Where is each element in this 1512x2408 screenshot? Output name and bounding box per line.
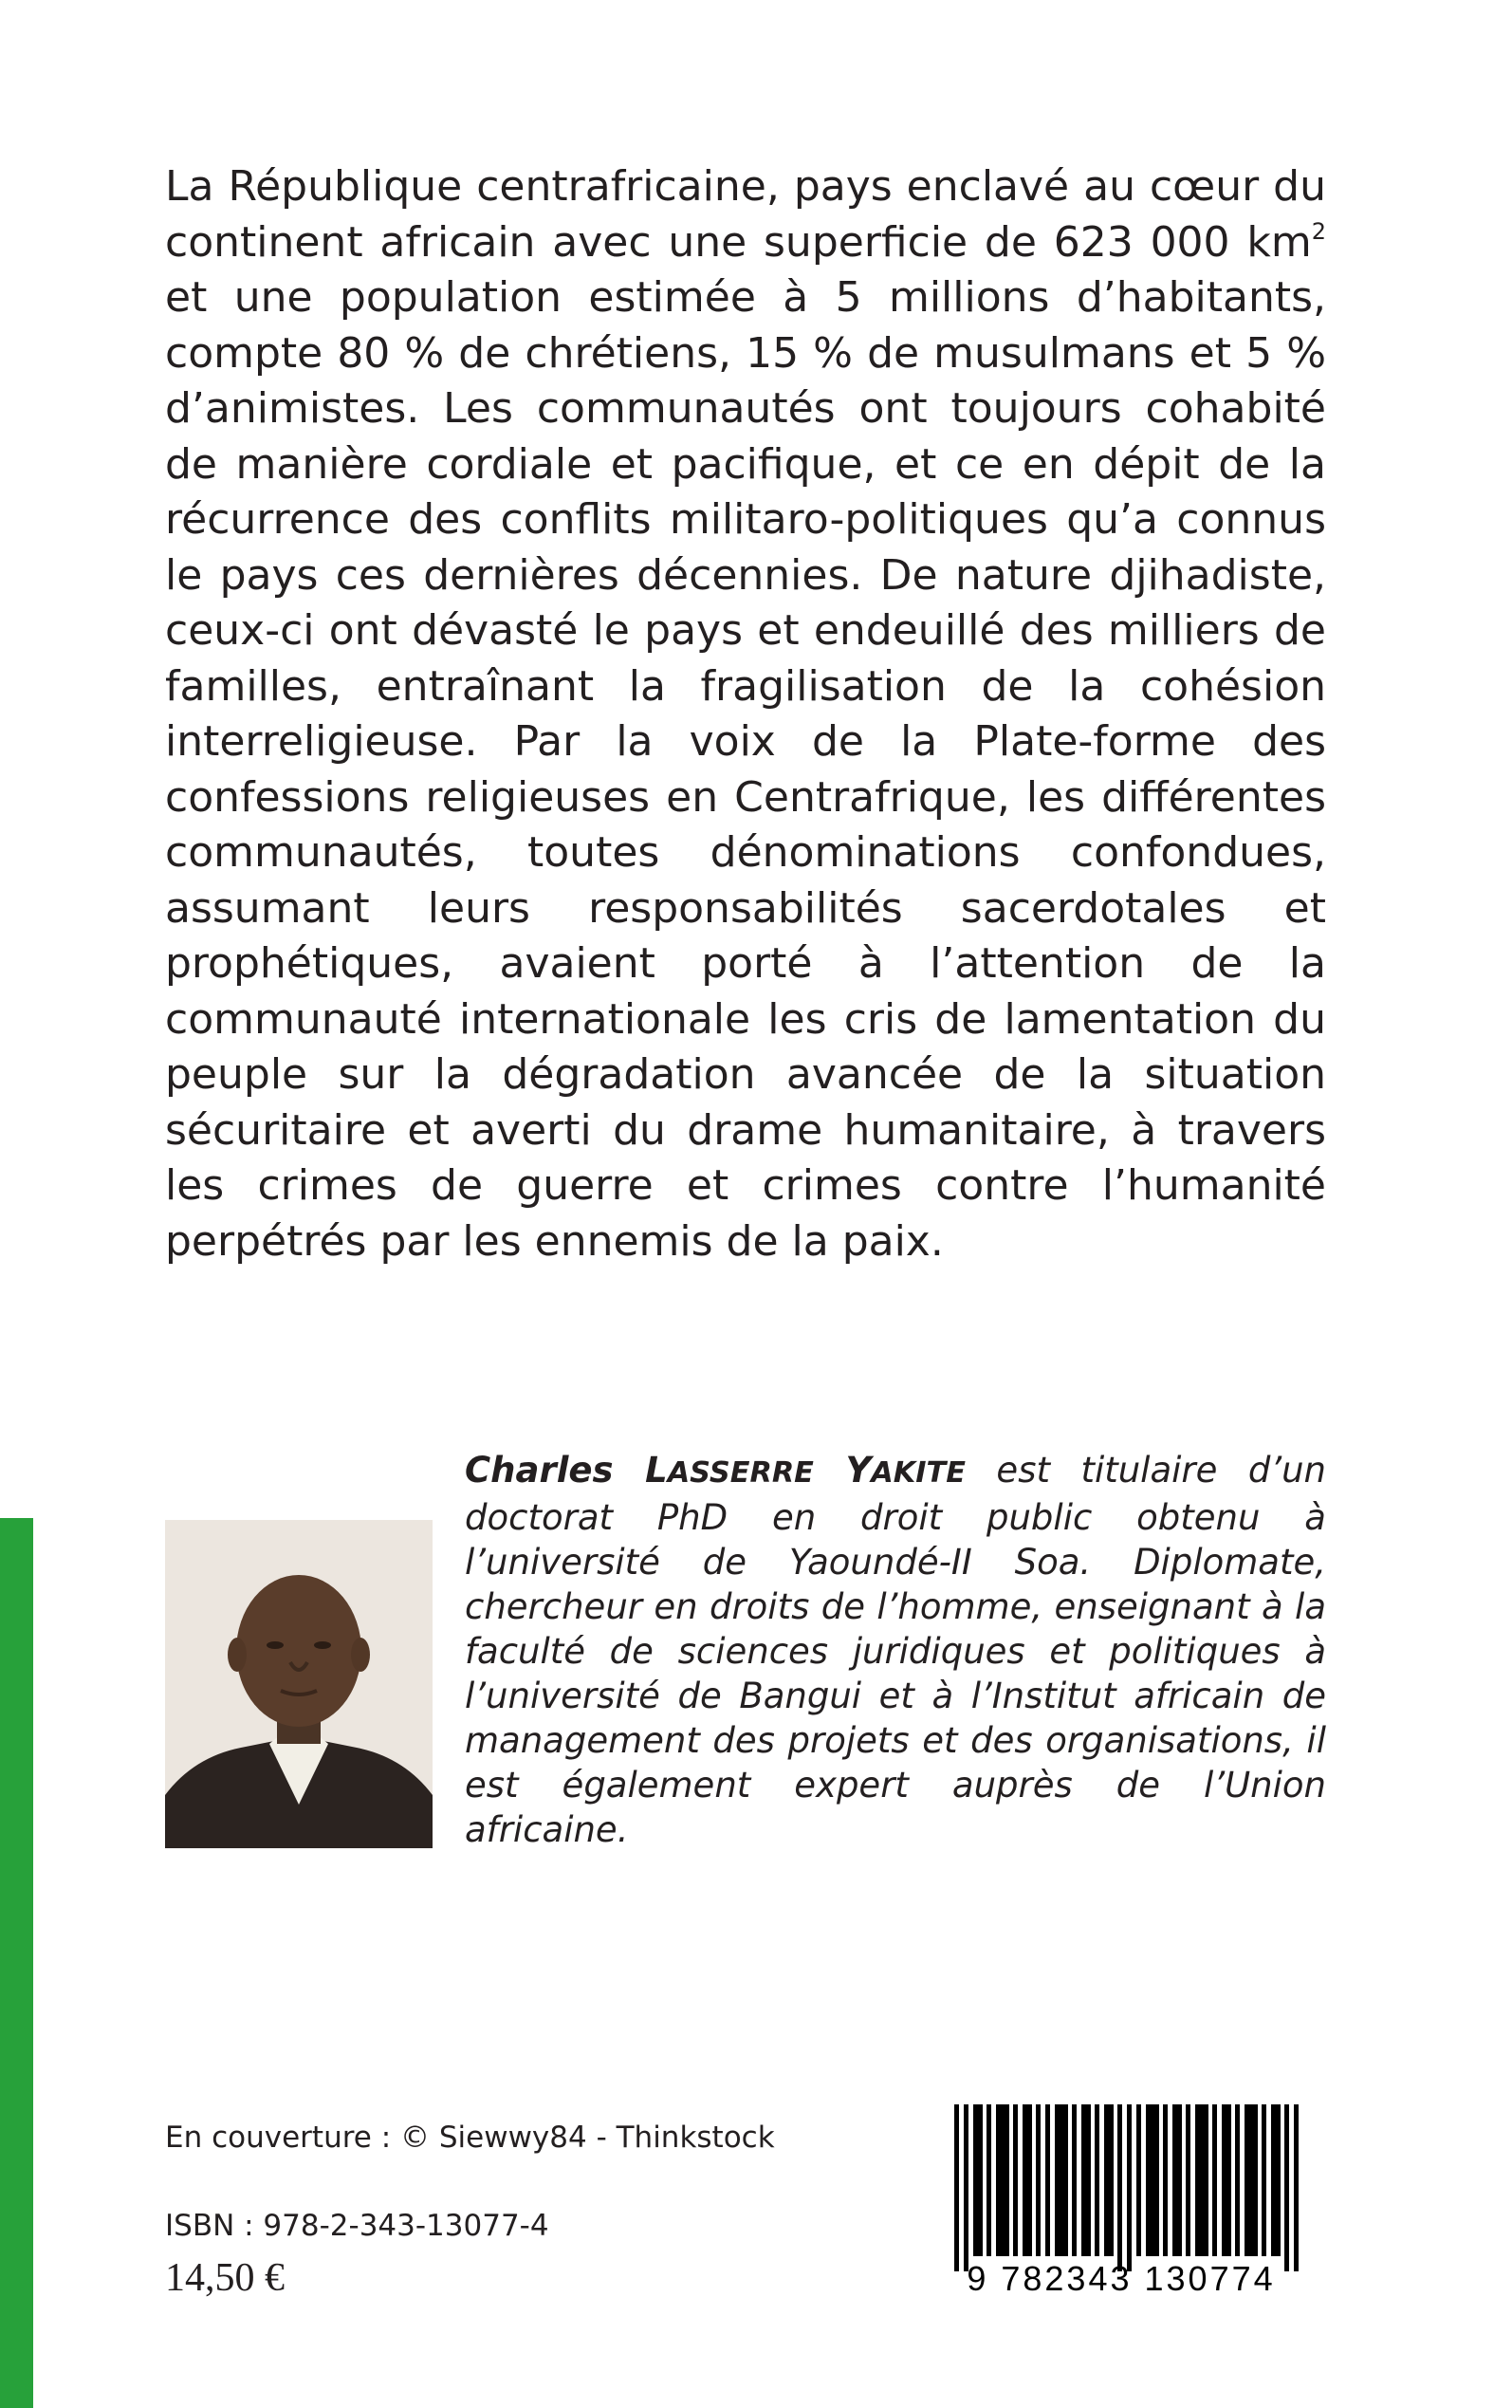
author-bio xyxy=(165,1448,1326,1852)
superscript-2: 2 xyxy=(1311,217,1326,245)
cover-credit: En couverture : © Siewwy84 - Thinkstock xyxy=(165,2121,775,2155)
green-spine-band xyxy=(0,1518,33,2408)
author-name: Charles LASSERRE YAKITE xyxy=(465,1450,966,1491)
author-bio-text: est titulaire d’un doctorat PhD en droit public obtenu à l’université de Yaoundé-II Soa. Diplomate, chercheur en droits de l’homme, enseignant à la faculté de sciences juridiques et politiques à l’université de Bangui et à l’Institut africain de management des projets et des organisations, il est également expert auprès de l’Union africaine. xyxy=(465,1450,1327,1850)
barcode-digits: 9 782343 130774 xyxy=(967,2259,1276,2298)
isbn: ISBN : 978-2-343-13077-4 xyxy=(165,2209,549,2243)
barcode xyxy=(922,2104,1320,2313)
blurb-text-part1: La République centrafricaine, pays enclavé au cœur du continent africain avec une superficie de 623 000 km xyxy=(165,162,1326,267)
photo-wrap-spacer xyxy=(165,1448,465,1846)
price: 14,50 € xyxy=(165,2256,285,2300)
back-cover-blurb xyxy=(165,159,1326,1269)
blurb-text-part2: et une population estimée à 5 millions d’habitants, compte 80 % de chrétiens, 15 % de musulmans et 5 % d’animistes. Les communautés ont toujours cohabité de manière cordiale et pacifique, et ce en dépit de la récurrence des conflits militaro-politiques qu’a connus le pays ces dernières décennies. De nature djihadiste, ceux-ci ont dévasté le pays et endeuillé des milliers de familles, entraînant la fragilisation de la cohésion interreligieuse. Par la voix de la Plate-forme des confessions religieuses en Centrafrique, les différentes communautés, toutes dénominations confondues, assumant leurs responsabilités sacerdotales et prophétiques, avaient porté à l’attention de la communauté internationale les cris de lamentation du peuple sur la dégradation avancée de la situation sécuritaire et averti du drame humanitaire, à travers les crimes de guerre et crimes contre l’humanité perpétrés par les ennemis de la paix. xyxy=(165,273,1326,1266)
